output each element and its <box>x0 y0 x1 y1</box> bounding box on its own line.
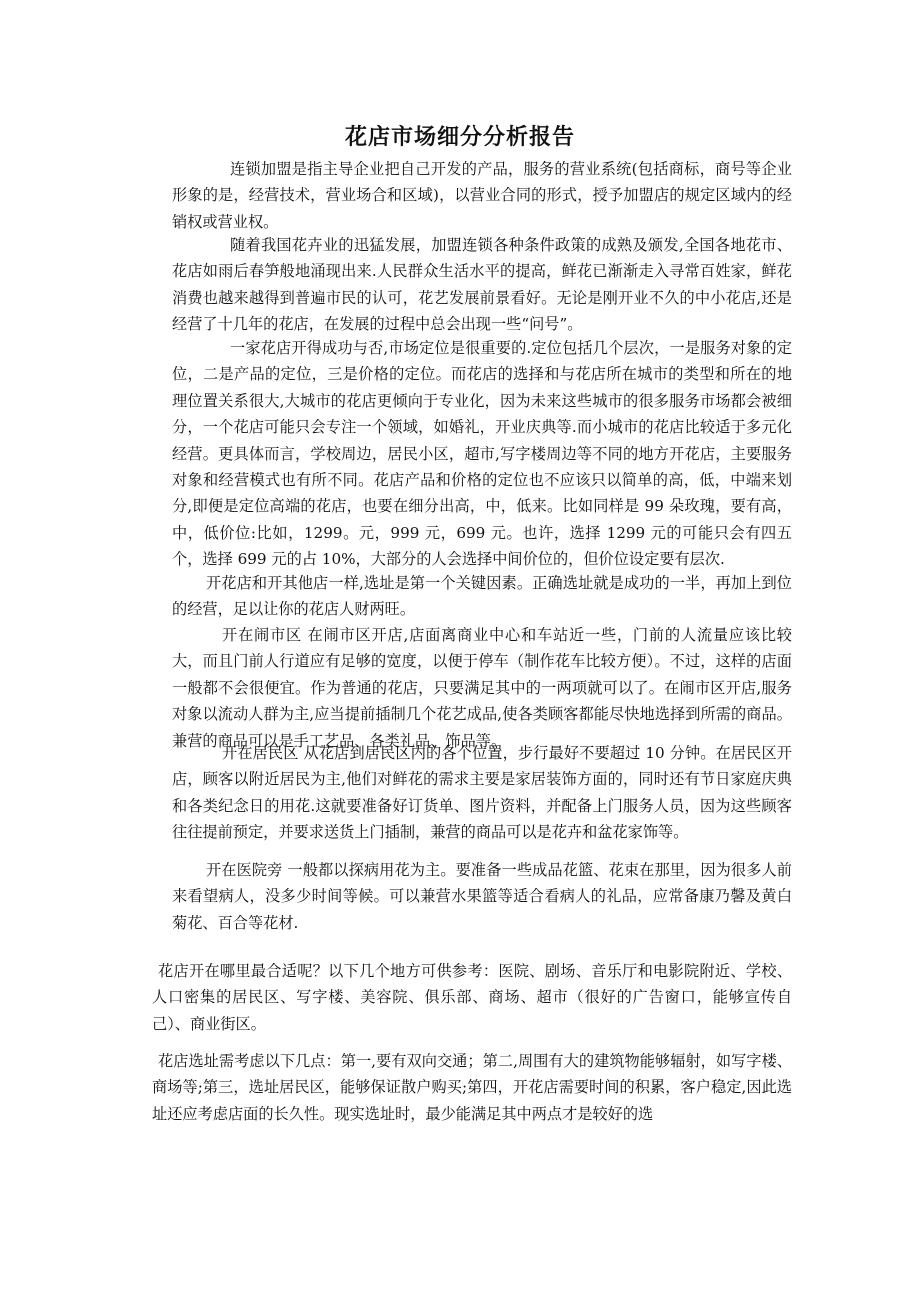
paragraph-downtown: 开在闹市区 在闹市区开店,店面离商业中心和车站近一些，门前的人流量应该比较大，而且门前人行道应有足够的宽度，以便于停车（制作花车比较方便）。不过，这样的店面一般都不会很便宜。作为普通的花店，只要满足其中的一两项就可以了。在闹市区开店,服务对象以流动人群为主,应当提前插制几个花艺成品,使各类顾客都能尽快地选择到所需的商品。兼营的商品可以是手工艺品、各类礼品、饰品等。 <box>172 626 792 750</box>
paragraph-residential: 开在居民区 从花店到居民区内的各个位置，步行最好不要超过 10 分钟。在居民区开店，顾客以附近居民为主,他们对鲜花的需求主要是家居装饰方面的，同时还有节日家庭庆典和各类纪念日的用花.这就要准备好订货单、图片资料，并配备上门服务人员，因为这些顾客往往提前预定，并要求送货上门插制，兼营的商品可以是花卉和盆花家饰等。 <box>172 744 792 842</box>
paragraph-site-selection: 开花店和开其他店一样,选址是第一个关键因素。正确选址就是成功的一半，再加上到位的经营，足以让你的花店人财两旺。 <box>172 574 792 619</box>
paragraph-location-criteria: 花店选址需考虑以下几点：第一,要有双向交通；第二,周围有大的建筑物能够辐射，如写字楼、商场等;第三，选址居民区，能够保证散户购买;第四，开花店需要时间的积累，客户稳定,因此选址还应考虑店面的长久性。现实选址时，最少能满足其中两点才是较好的选 <box>152 1052 792 1123</box>
paragraph-best-locations: 花店开在哪里最合适呢？以下几个地方可供参考：医院、剧场、音乐厅和电影院附近、学校、人口密集的居民区、写字楼、美容院、俱乐部、商场、超市（很好的广告窗口，能够宣传自己）、商业街区。 <box>152 962 792 1033</box>
document-title: 花店市场细分分析报告 <box>344 125 575 150</box>
paragraph-franchise-definition: 连锁加盟是指主导企业把自己开发的产品，服务的营业系统(包括商标，商号等企业形象的是，经营技术，营业场合和区域)，以营业合同的形式，授予加盟店的规定区域内的经销权或营业权。 <box>172 160 792 231</box>
paragraph-market-positioning: 一家花店开得成功与否,市场定位是很重要的.定位包括几个层次，一是服务对象的定位，二是产品的定位，三是价格的定位。而花店的选择和与花店所在城市的类型和所在的地理位置关系很大,大城市的花店更倾向于专业化，因为未来这些城市的很多服务市场都会被细分，一个花店可能只会专注一个领域，如婚礼，开业庆典等.而小城市的花店比较适于多元化经营。更具体而言，学校周边，居民小区，超市,写字楼周边等不同的地方开花店，主要服务对象和经营模式也有所不同。花店产品和价格的定位也不应该只以简单的高，低，中端来划分,即便是定位高端的花店，也要在细分出高，中，低来。比如同样是 99 朵玫瑰，要有高，中，低价位:比如，1299。元，999 元，699 元。也许，选择 1299 元的可能只会有四五个，选择 699 元的占 10%，大部分的人会选择中间价位的，但价位设定要有层次. <box>172 339 792 569</box>
paragraph-industry-development: 随着我国花卉业的迅猛发展，加盟连锁各种条件政策的成熟及颁发,全国各地花市、花店如雨后春笋般地涌现出来.人民群众生活水平的提高，鲜花已渐渐走入寻常百姓家，鲜花消费也越来越得到普遍市民的认可，花艺发展前景看好。无论是刚开业不久的中小花店,还是经营了十几年的花店，在发展的过程中总会出现一些“问号”。 <box>172 236 792 334</box>
paragraph-hospital: 开在医院旁 一般都以探病用花为主。要准备一些成品花篮、花束在那里，因为很多人前来看望病人，没多少时间等候。可以兼营水果篮等适合看病人的礼品，应常备康乃馨及黄白菊花、百合等花材. <box>172 861 792 932</box>
